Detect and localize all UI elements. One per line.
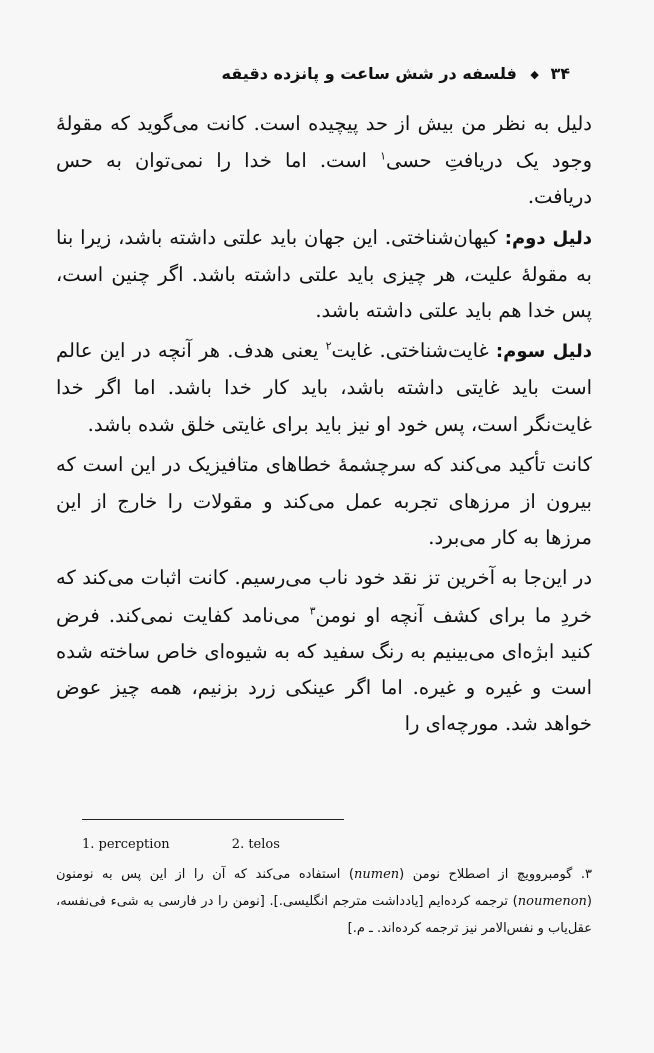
paragraph-lead: دلیل سوم: [495,341,592,363]
footnote-1: 1. perception [82,837,170,852]
footnote-ref: ۱ [380,149,386,163]
paragraph-tail: یعنی هدف. هر آنچه در این عالم است باید غایتی داشته باشد، باید کار خدا باشد. اما اگر خدا غایت‌نگر است، پس خود او نیز باید برای غایتی خلق شده باشد. [56,339,592,436]
footnote-3 [56,861,592,942]
footnote-3-text: ) ترجمه کرده‌ایم [یادداشت مترجم انگلیسی.]. [نومن را در فارسی به شیء فی‌نفسه، عقل‌یاب و نفس‌الامر نیز ترجمه کرده‌اند. ـ م.] [56,894,592,936]
paragraph-text: کانت تأکید می‌کند که سرچشمهٔ خطاهای متافیزیک در این است که بیرون از مرزهای تجربه عمل می‌کند و مقولات را خارج از این مرزها به کار می‌برد. [56,452,592,550]
paragraph [56,560,592,742]
footnote-3-term-numen: numen [354,867,400,882]
footnote-ref: ۳ [309,604,316,618]
footnote-3-term-noumenon: noumenon [517,894,587,909]
book-title: فلسفه در شش ساعت و پانزده دقیقه [221,64,517,83]
paragraph [56,220,592,330]
footnote-2: 2. telos [231,837,280,852]
paragraph-text: در این‌جا به آخرین تز نقد خود ناب می‌رسیم. کانت اثبات می‌کند که خردِ ما برای کشف آنچه او نومن [56,566,592,627]
body-text [56,106,592,746]
paragraph-text: کیهان‌شناختی. این جهان باید علتی داشته باشد، زیرا بنا به مقولهٔ علیت، هر چیزی باید علتی داشته باشد. اگر چنین است، پس خدا هم باید علتی داشته باشد. [56,225,592,323]
footnote-ref: ۲ [325,339,332,353]
footnote-3-text: ) استفاده می‌کند که آن را از این پس به نومنون ( [56,867,592,909]
paragraph-lead: دلیل دوم: [504,227,592,249]
paragraph-text: دلیل به نظر من بیش از حد پیچیده است. کانت می‌گوید که مقولهٔ وجود یک دریافتِ حسی [56,112,592,173]
diamond-separator-icon: ◆ [530,68,539,81]
paragraph-tail: است. اما خدا را نمی‌توان به حس دریافت. [56,149,592,209]
paragraph [56,447,592,557]
footnote-divider [82,819,344,820]
paragraph-tail: می‌نامد کفایت نمی‌کند. فرض کنید ابژه‌ای می‌بینیم به رنگ سفید که به شیوه‌ای خاص ساخته شده است و غیره و غیره. اما اگر عینکی زرد بزنیم، همه چیز عوض خواهد شد. مورچه‌ای را [56,603,592,736]
footnote-3-text: ۳. گومبروویچ از اصطلاح نومن ( [399,867,592,882]
paragraph [56,106,592,216]
footnotes-latin [82,835,280,855]
running-header [84,62,570,86]
paragraph [56,333,592,443]
page-number: ۳۴ [550,64,570,83]
paragraph-text: غایت‌شناختی. غایت [331,339,496,363]
